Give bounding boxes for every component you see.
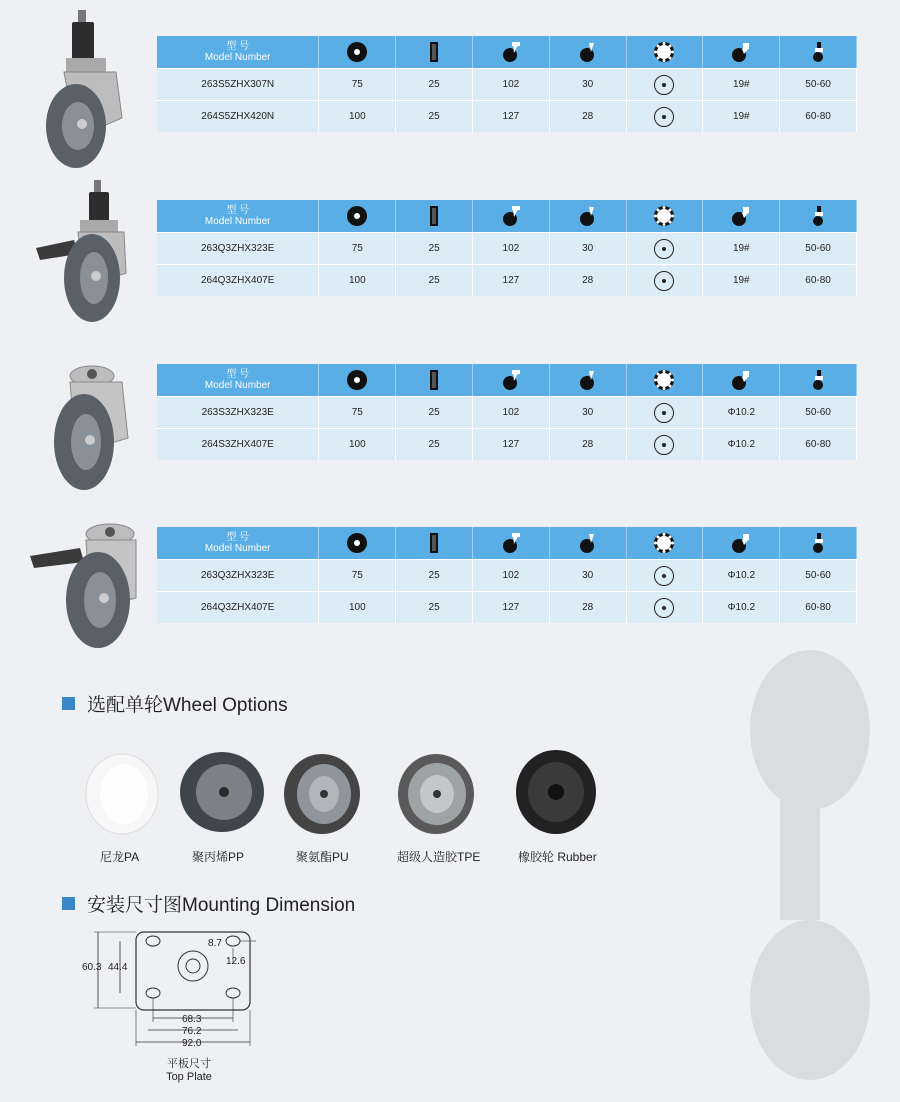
total-height-icon [473, 200, 550, 232]
offset-cell: 30 [550, 233, 627, 264]
wheel-option-label: 聚丙烯PP [192, 850, 245, 864]
load-cell: 19# [703, 101, 780, 132]
spec-table-2 [157, 200, 857, 296]
wheel-rubber-image [512, 748, 604, 836]
wheel-width-icon [396, 36, 473, 68]
model-number-header [157, 527, 319, 559]
height-cell: 102 [473, 69, 550, 100]
load-cell: Φ10.2 [703, 592, 780, 623]
load-cell: Φ10.2 [703, 560, 780, 591]
total-height-icon [473, 36, 550, 68]
wheel-option-label: 超级人造胶TPE [397, 850, 481, 864]
spec-table-1 [157, 36, 857, 132]
stem-fitting-icon [703, 200, 780, 232]
table-header-row [157, 527, 857, 559]
table-header-row [157, 36, 857, 68]
range-cell: 50-60 [780, 560, 857, 591]
dim-label: 44.4 [108, 962, 128, 973]
width-cell: 25 [396, 69, 473, 100]
bearing-symbol-icon [627, 265, 704, 296]
wheel-dia-cell: 75 [319, 397, 396, 428]
table-row [157, 396, 857, 428]
height-cell: 102 [473, 233, 550, 264]
model-cell: 263S3ZHX323E [157, 397, 319, 428]
spec-table-3 [157, 364, 857, 460]
wheel-tpe-image [396, 752, 476, 836]
stem-fitting-icon [703, 527, 780, 559]
table-row [157, 428, 857, 460]
height-cell: 102 [473, 397, 550, 428]
model-number-header [157, 364, 319, 396]
model-cell: 263S5ZHX307N [157, 69, 319, 100]
range-cell: 60-80 [780, 429, 857, 460]
model-cell: 263Q3ZHX323E [157, 560, 319, 591]
range-cell: 60-80 [780, 101, 857, 132]
stem-length-icon [780, 364, 857, 396]
range-cell: 50-60 [780, 397, 857, 428]
wheel-dia-cell: 100 [319, 265, 396, 296]
wheel-width-icon [396, 364, 473, 396]
swivel-offset-icon [550, 200, 627, 232]
model-cell: 264Q3ZHX407E [157, 265, 319, 296]
stem-length-icon [780, 527, 857, 559]
background-caster-image [720, 620, 900, 1100]
range-cell: 60-80 [780, 592, 857, 623]
wheel-option-label: 尼龙PA [100, 850, 140, 864]
stem-fitting-icon [703, 364, 780, 396]
table-row [157, 68, 857, 100]
dim-label: 92.0 [182, 1038, 202, 1049]
spec-table-4 [157, 527, 857, 623]
wheel-diameter-icon [319, 364, 396, 396]
header-label-en: Model Number [204, 543, 271, 554]
caster-image-bolt-hole [40, 358, 140, 498]
model-number-header [157, 36, 319, 68]
bearing-symbol-icon [627, 397, 704, 428]
bearing-type-icon [627, 200, 704, 232]
offset-cell: 30 [550, 397, 627, 428]
wheel-polyurethane-image [282, 752, 362, 836]
bullet-square-icon [62, 897, 75, 910]
stem-length-icon [780, 200, 857, 232]
wheel-diameter-icon [319, 36, 396, 68]
dim-label: 12.6 [226, 956, 246, 967]
offset-cell: 28 [550, 265, 627, 296]
header-label-cn: 型 号 [226, 205, 250, 216]
swivel-offset-icon [550, 527, 627, 559]
table-row [157, 264, 857, 296]
table-row [157, 591, 857, 623]
height-cell: 127 [473, 101, 550, 132]
width-cell: 25 [396, 397, 473, 428]
total-height-icon [473, 527, 550, 559]
wheel-width-icon [396, 200, 473, 232]
mounting-dimension-heading: 安装尺寸图Mounting Dimension [62, 890, 355, 917]
header-label-en: Model Number [204, 216, 271, 227]
model-cell: 264Q3ZHX407E [157, 592, 319, 623]
wheel-nylon-image [84, 752, 164, 836]
load-cell: Φ10.2 [703, 429, 780, 460]
bullet-square-icon [62, 697, 75, 710]
swivel-offset-icon [550, 364, 627, 396]
dim-label: 68.3 [182, 1014, 202, 1025]
offset-cell: 30 [550, 560, 627, 591]
model-cell: 264S5ZHX420N [157, 101, 319, 132]
header-label-cn: 型 号 [226, 41, 250, 52]
stem-length-icon [780, 36, 857, 68]
caster-image-threaded-stem [36, 8, 136, 173]
wheel-options-heading: 选配单轮Wheel Options [62, 690, 288, 717]
bearing-symbol-icon [627, 560, 704, 591]
bearing-symbol-icon [627, 592, 704, 623]
header-label-cn: 型 号 [226, 532, 250, 543]
dim-label: 76.2 [182, 1026, 202, 1037]
table-row [157, 100, 857, 132]
caster-image-bolt-hole-brake [28, 518, 138, 653]
width-cell: 25 [396, 429, 473, 460]
wheel-dia-cell: 100 [319, 429, 396, 460]
stem-fitting-icon [703, 36, 780, 68]
range-cell: 50-60 [780, 69, 857, 100]
bearing-type-icon [627, 364, 704, 396]
height-cell: 102 [473, 560, 550, 591]
range-cell: 60-80 [780, 265, 857, 296]
offset-cell: 28 [550, 429, 627, 460]
width-cell: 25 [396, 265, 473, 296]
bearing-type-icon [627, 527, 704, 559]
model-cell: 264S3ZHX407E [157, 429, 319, 460]
offset-cell: 28 [550, 592, 627, 623]
bearing-symbol-icon [627, 233, 704, 264]
offset-cell: 30 [550, 69, 627, 100]
wheel-dia-cell: 100 [319, 592, 396, 623]
table-header-row [157, 364, 857, 396]
wheel-diameter-icon [319, 527, 396, 559]
width-cell: 25 [396, 592, 473, 623]
wheel-option-label: 橡胶轮 Rubber [518, 850, 597, 864]
load-cell: 19# [703, 233, 780, 264]
height-cell: 127 [473, 265, 550, 296]
wheel-width-icon [396, 527, 473, 559]
swivel-offset-icon [550, 36, 627, 68]
range-cell: 50-60 [780, 233, 857, 264]
table-row [157, 232, 857, 264]
total-height-icon [473, 364, 550, 396]
width-cell: 25 [396, 101, 473, 132]
offset-cell: 28 [550, 101, 627, 132]
height-cell: 127 [473, 592, 550, 623]
wheel-dia-cell: 75 [319, 69, 396, 100]
wheel-dia-cell: 75 [319, 560, 396, 591]
wheel-dia-cell: 75 [319, 233, 396, 264]
wheel-diameter-icon [319, 200, 396, 232]
model-number-header [157, 200, 319, 232]
bearing-symbol-icon [627, 429, 704, 460]
top-plate-caption: 平板尺寸 Top Plate [166, 1058, 212, 1083]
width-cell: 25 [396, 560, 473, 591]
top-plate-diagram [80, 924, 260, 1056]
header-label-en: Model Number [204, 380, 271, 391]
header-label-cn: 型 号 [226, 369, 250, 380]
width-cell: 25 [396, 233, 473, 264]
bearing-symbol-icon [627, 69, 704, 100]
wheel-dia-cell: 100 [319, 101, 396, 132]
load-cell: Φ10.2 [703, 397, 780, 428]
caster-image-threaded-stem-brake [34, 178, 134, 328]
wheel-option-label: 聚氨酯PU [296, 850, 349, 864]
dim-label: 60.3 [82, 962, 102, 973]
bearing-type-icon [627, 36, 704, 68]
header-label-en: Model Number [204, 52, 271, 63]
load-cell: 19# [703, 265, 780, 296]
wheel-polypropylene-image [178, 750, 268, 834]
bearing-symbol-icon [627, 101, 704, 132]
table-header-row [157, 200, 857, 232]
load-cell: 19# [703, 69, 780, 100]
model-cell: 263Q3ZHX323E [157, 233, 319, 264]
table-row [157, 559, 857, 591]
dim-label: 8.7 [208, 938, 222, 949]
height-cell: 127 [473, 429, 550, 460]
